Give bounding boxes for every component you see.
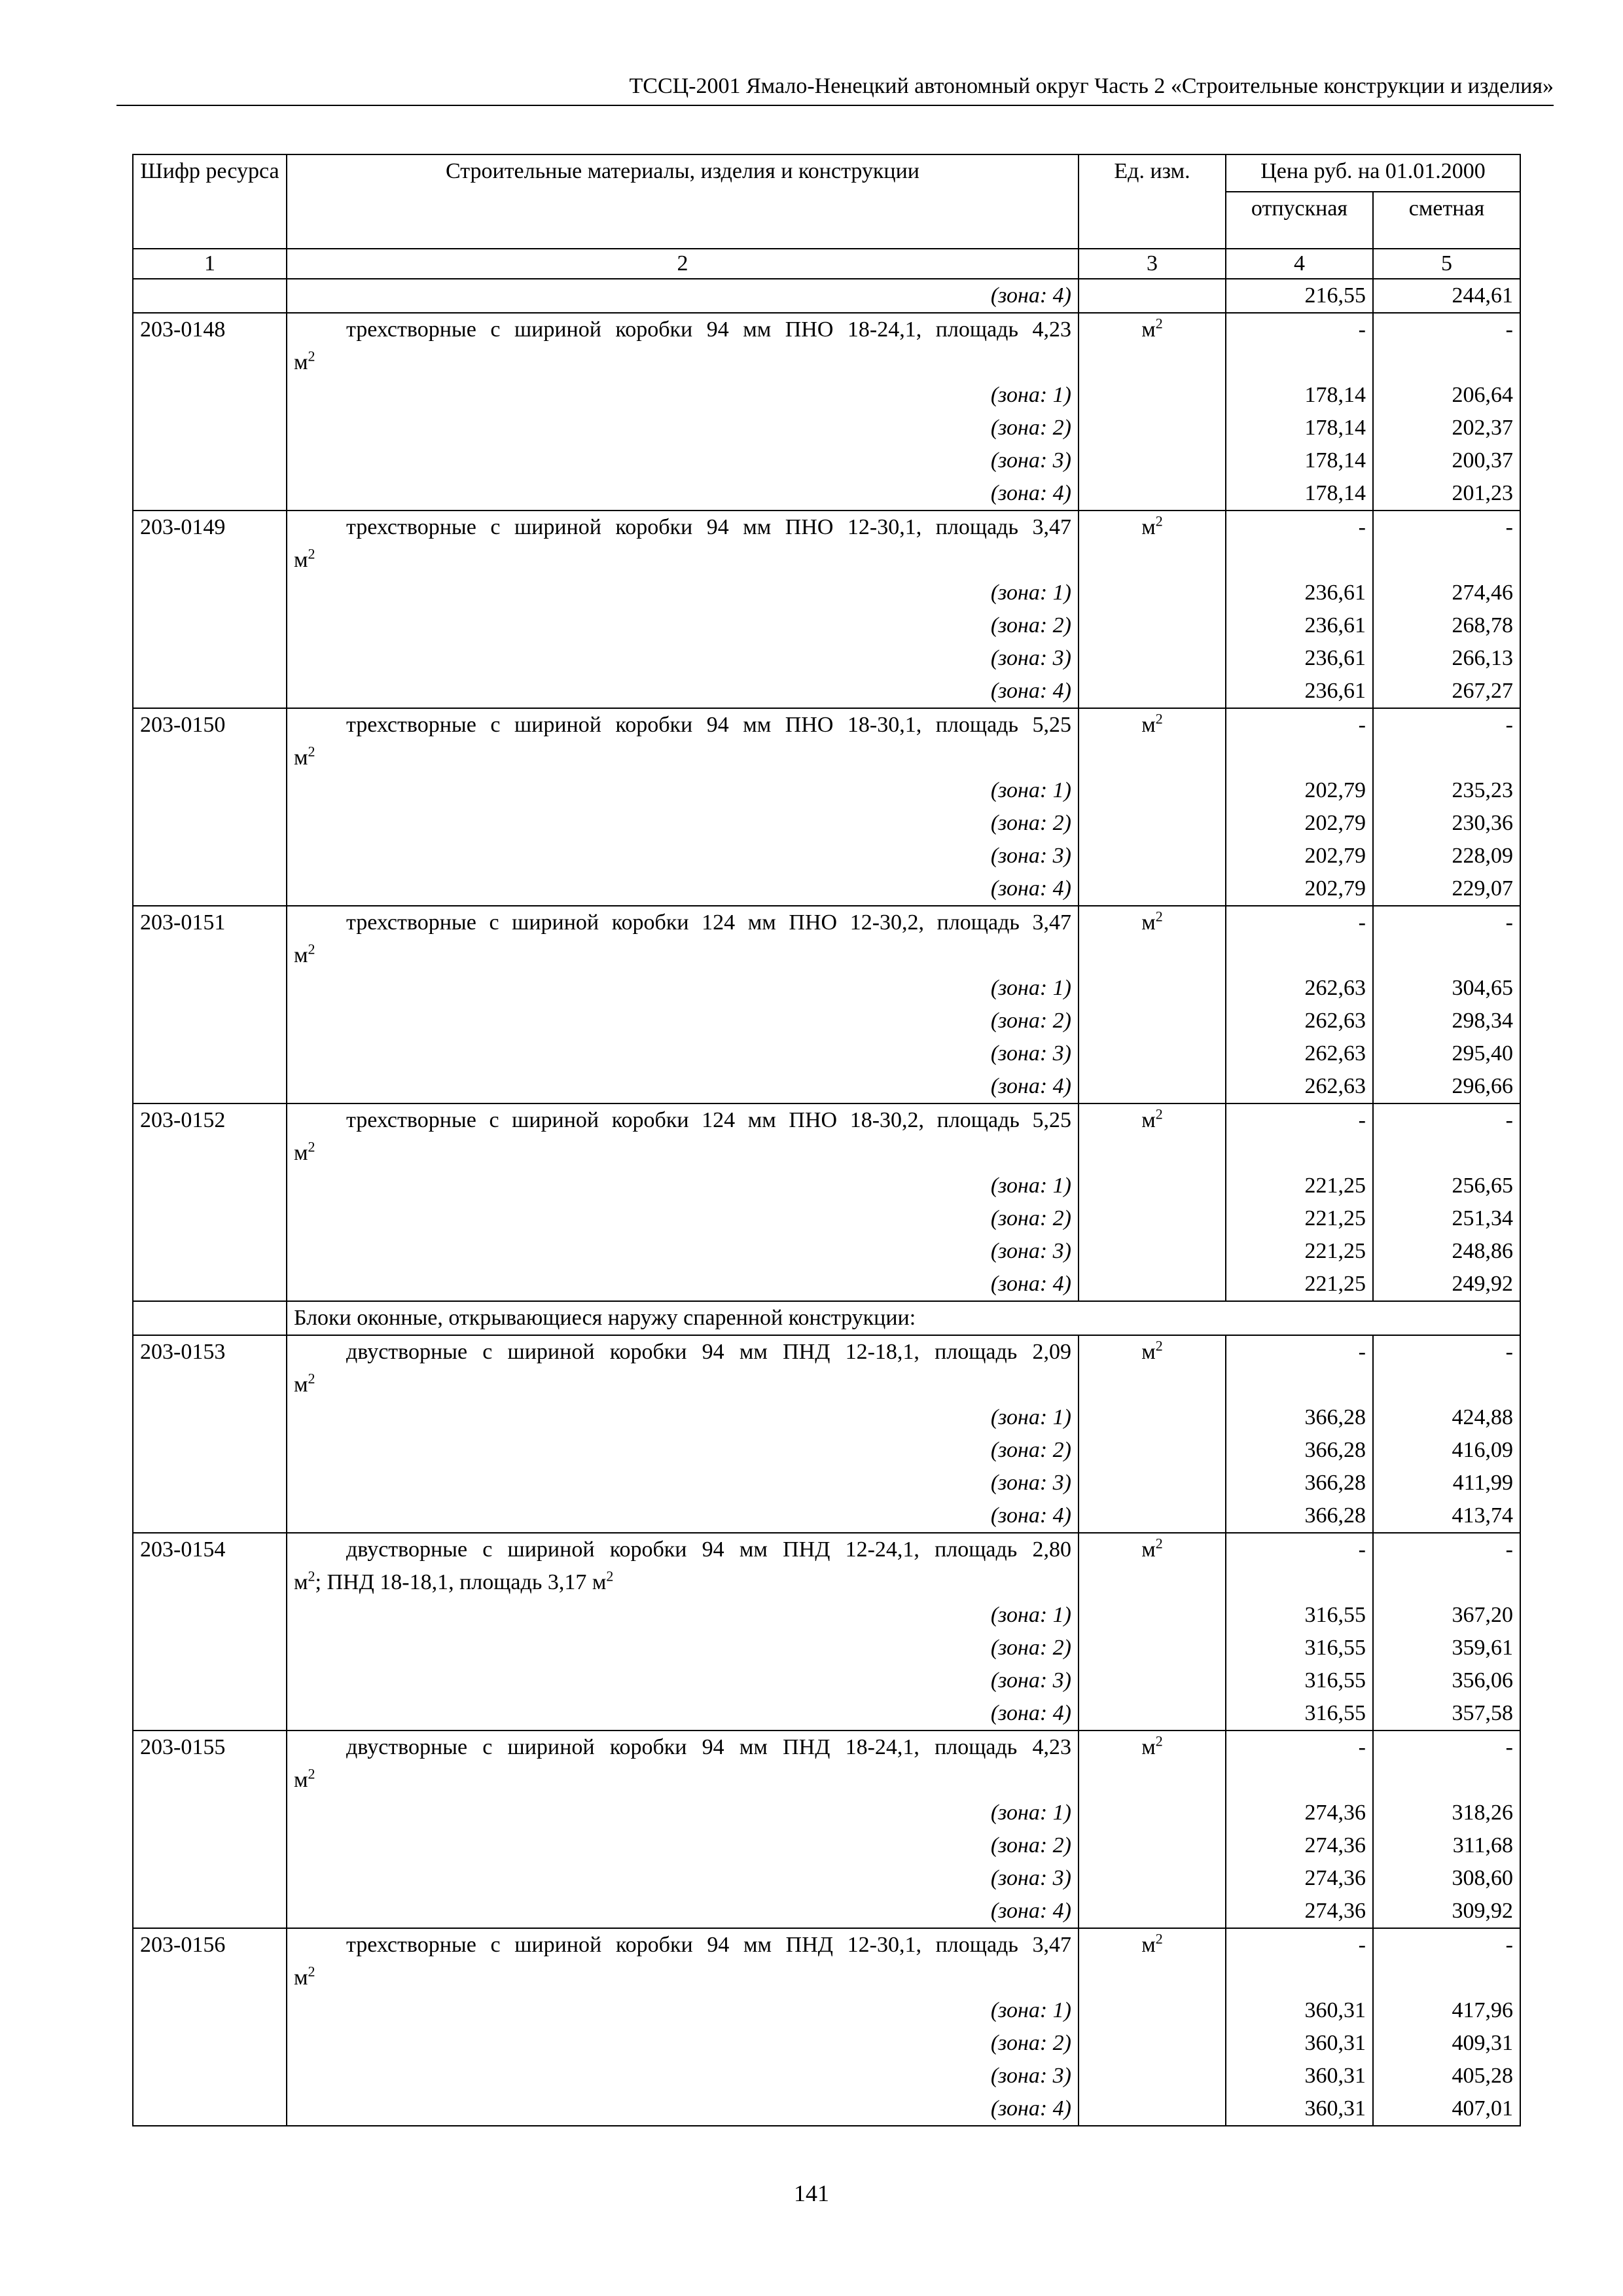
zone-label: (зона: 4) — [287, 1499, 1079, 1533]
name-line-1: трехстворные с шириной коробки 124 мм ПНО 12-30,2, площадь 3,47 — [346, 910, 1071, 935]
unit-text: м — [1141, 1108, 1156, 1132]
release-price: 221,25 — [1226, 1202, 1373, 1235]
zone-row — [133, 1664, 1520, 1697]
release-price-empty: - — [1226, 1103, 1373, 1170]
col-header-price-group: Цена руб. на 01.01.2000 — [1226, 154, 1520, 192]
estimate-price: 274,46 — [1373, 577, 1520, 609]
record-row — [133, 1533, 1520, 1599]
release-price-empty: - — [1226, 1731, 1373, 1797]
estimate-price: 268,78 — [1373, 609, 1520, 642]
estimate-price-empty: - — [1373, 906, 1520, 972]
zone-label: (зона: 3) — [287, 1862, 1079, 1895]
zone-row — [133, 379, 1520, 412]
release-price: 262,63 — [1226, 972, 1373, 1005]
unit-cell — [1079, 511, 1226, 577]
release-price-empty: - — [1226, 1928, 1373, 1994]
zone-row — [133, 2092, 1520, 2126]
name-line-2 — [294, 939, 1071, 972]
release-price: 236,61 — [1226, 609, 1373, 642]
release-price: 262,63 — [1226, 1070, 1373, 1103]
record-row — [133, 1731, 1520, 1797]
resource-code: 203-0153 — [133, 1335, 287, 1401]
zone-row — [133, 2027, 1520, 2060]
estimate-price: 295,40 — [1373, 1037, 1520, 1070]
zone-row — [133, 1170, 1520, 1202]
estimate-price: 357,58 — [1373, 1697, 1520, 1731]
unit-text: м — [1141, 1735, 1156, 1759]
zone-row — [133, 609, 1520, 642]
estimate-price: 206,64 — [1373, 379, 1520, 412]
estimate-price: 230,36 — [1373, 807, 1520, 840]
material-name — [287, 708, 1079, 774]
estimate-price-empty: - — [1373, 1103, 1520, 1170]
estimate-price: 244,61 — [1373, 279, 1520, 313]
unit-text: м — [294, 1570, 308, 1594]
zone-label: (зона: 2) — [287, 1632, 1079, 1664]
zone-row — [133, 1632, 1520, 1664]
zone-label: (зона: 1) — [287, 1599, 1079, 1632]
unit-superscript: 2 — [1155, 1535, 1163, 1552]
release-price: 366,28 — [1226, 1434, 1373, 1467]
zone-label: (зона: 1) — [287, 1170, 1079, 1202]
zone-label: (зона: 2) — [287, 609, 1079, 642]
name-line-2 — [294, 544, 1071, 577]
col-number-1: 1 — [133, 249, 287, 279]
record-row — [133, 708, 1520, 774]
estimate-price: 202,37 — [1373, 412, 1520, 444]
release-price: 236,61 — [1226, 642, 1373, 675]
estimate-price: 318,26 — [1373, 1797, 1520, 1829]
estimate-price: 308,60 — [1373, 1862, 1520, 1895]
estimate-price: 417,96 — [1373, 1994, 1520, 2027]
unit-superscript: 2 — [308, 1963, 315, 1980]
estimate-price: 296,66 — [1373, 1070, 1520, 1103]
record-row — [133, 511, 1520, 577]
release-price: 366,28 — [1226, 1401, 1373, 1434]
zone-label: (зона: 3) — [287, 1664, 1079, 1697]
release-price-empty: - — [1226, 511, 1373, 577]
unit-superscript: 2 — [308, 348, 315, 365]
resource-code: 203-0154 — [133, 1533, 287, 1599]
unit-superscript: 2 — [308, 1138, 315, 1155]
estimate-price: 200,37 — [1373, 444, 1520, 477]
release-price: 178,14 — [1226, 477, 1373, 511]
name-line-2 — [294, 346, 1071, 379]
resource-code: 203-0150 — [133, 708, 287, 774]
unit-cell — [1079, 1533, 1226, 1599]
release-price: 236,61 — [1226, 675, 1373, 708]
resource-code: 203-0149 — [133, 511, 287, 577]
zone-row — [133, 1697, 1520, 1731]
resource-code: 203-0156 — [133, 1928, 287, 1994]
estimate-price: 235,23 — [1373, 774, 1520, 807]
name-line-2 — [294, 1764, 1071, 1797]
release-price: 262,63 — [1226, 1005, 1373, 1037]
zone-label: (зона: 2) — [287, 1202, 1079, 1235]
unit-superscript: 2 — [1155, 1337, 1163, 1354]
estimate-price-empty: - — [1373, 1731, 1520, 1797]
unit-text: м — [294, 1141, 308, 1165]
name-line-2 — [294, 1566, 1071, 1599]
unit-superscript: 2 — [308, 545, 315, 562]
zone-label: (зона: 1) — [287, 1994, 1079, 2027]
unit-text: м — [1141, 713, 1156, 737]
col-header-code: Шифр ресурса — [133, 154, 287, 249]
estimate-price: 367,20 — [1373, 1599, 1520, 1632]
release-price: 202,79 — [1226, 774, 1373, 807]
unit-superscript: 2 — [308, 1765, 315, 1782]
zone-row — [133, 2060, 1520, 2092]
release-price-empty: - — [1226, 313, 1373, 379]
material-name — [287, 1533, 1079, 1599]
name-line-2 — [294, 742, 1071, 774]
zone-label: (зона: 3) — [287, 642, 1079, 675]
zone-label: (зона: 4) — [287, 675, 1079, 708]
unit-cell — [1079, 906, 1226, 972]
unit-superscript: 2 — [308, 1568, 315, 1585]
estimate-price: 304,65 — [1373, 972, 1520, 1005]
zone-label: (зона: 3) — [287, 840, 1079, 872]
unit-text: м — [294, 1768, 308, 1792]
unit-superscript: 2 — [606, 1568, 614, 1585]
zone-row — [133, 1037, 1520, 1070]
release-price: 366,28 — [1226, 1467, 1373, 1499]
release-price: 316,55 — [1226, 1632, 1373, 1664]
estimate-price: 405,28 — [1373, 2060, 1520, 2092]
estimate-price: 266,13 — [1373, 642, 1520, 675]
unit-text: м — [294, 1372, 308, 1397]
unit-text: м — [1141, 1340, 1156, 1364]
zone-row — [133, 477, 1520, 511]
estimate-price: 249,92 — [1373, 1268, 1520, 1301]
unit-cell — [1079, 1103, 1226, 1170]
zone-label: (зона: 4) — [287, 279, 1079, 313]
unit-cell — [1079, 1335, 1226, 1401]
material-name — [287, 313, 1079, 379]
release-price: 178,14 — [1226, 444, 1373, 477]
release-price: 178,14 — [1226, 412, 1373, 444]
estimate-price-empty: - — [1373, 313, 1520, 379]
release-price: 216,55 — [1226, 279, 1373, 313]
estimate-price-empty: - — [1373, 1928, 1520, 1994]
unit-superscript: 2 — [1155, 1105, 1163, 1122]
zone-row — [133, 840, 1520, 872]
header-rule — [116, 105, 1554, 106]
col-header-release: отпускная — [1226, 192, 1373, 249]
release-price: 221,25 — [1226, 1268, 1373, 1301]
estimate-price: 251,34 — [1373, 1202, 1520, 1235]
group-row — [133, 1301, 1520, 1335]
zone-label: (зона: 1) — [287, 577, 1079, 609]
unit-superscript: 2 — [1155, 1930, 1163, 1947]
unit-text: м — [294, 943, 308, 967]
unit-text: м — [294, 548, 308, 572]
unit-text: м — [1141, 317, 1156, 342]
release-price: 178,14 — [1226, 379, 1373, 412]
zone-row — [133, 1434, 1520, 1467]
estimate-price: 411,99 — [1373, 1467, 1520, 1499]
col-header-name: Строительные материалы, изделия и конструкции — [287, 154, 1079, 249]
zone-label: (зона: 4) — [287, 1895, 1079, 1928]
estimate-price: 309,92 — [1373, 1895, 1520, 1928]
estimate-price: 416,09 — [1373, 1434, 1520, 1467]
release-price: 221,25 — [1226, 1170, 1373, 1202]
estimate-price-empty: - — [1373, 511, 1520, 577]
name-line-1: двустворные с шириной коробки 94 мм ПНД 18-24,1, площадь 4,23 — [346, 1735, 1071, 1759]
estimate-price: 409,31 — [1373, 2027, 1520, 2060]
zone-row — [133, 1467, 1520, 1499]
material-name — [287, 511, 1079, 577]
unit-text: м — [1141, 515, 1156, 539]
zone-row — [133, 642, 1520, 675]
name-line-2 — [294, 1137, 1071, 1170]
material-name — [287, 1928, 1079, 1994]
record-row — [133, 313, 1520, 379]
zone-row — [133, 1797, 1520, 1829]
zone-row — [133, 1005, 1520, 1037]
unit-cell — [1079, 1731, 1226, 1797]
record-row — [133, 1335, 1520, 1401]
zone-row — [133, 1994, 1520, 2027]
unit-superscript: 2 — [1155, 315, 1163, 332]
material-name — [287, 1335, 1079, 1401]
release-price: 316,55 — [1226, 1664, 1373, 1697]
unit-text: м — [294, 350, 308, 374]
name-line-1: двустворные с шириной коробки 94 мм ПНД 12-18,1, площадь 2,09 — [346, 1340, 1071, 1364]
zone-label: (зона: 1) — [287, 379, 1079, 412]
zone-label: (зона: 4) — [287, 872, 1079, 906]
release-price: 236,61 — [1226, 577, 1373, 609]
zone-label: (зона: 3) — [287, 444, 1079, 477]
name-line-1: трехстворные с шириной коробки 94 мм ПНД 12-30,1, площадь 3,47 — [346, 1933, 1071, 1957]
release-price: 274,36 — [1226, 1895, 1373, 1928]
zone-label: (зона: 1) — [287, 972, 1079, 1005]
zone-row — [133, 872, 1520, 906]
estimate-price: 229,07 — [1373, 872, 1520, 906]
unit-text: м — [1141, 1537, 1156, 1562]
release-price: 202,79 — [1226, 840, 1373, 872]
zone-row — [133, 1862, 1520, 1895]
release-price-empty: - — [1226, 1335, 1373, 1401]
estimate-price-empty: - — [1373, 1335, 1520, 1401]
unit-superscript: 2 — [308, 743, 315, 760]
record-row — [133, 1103, 1520, 1170]
release-price: 360,31 — [1226, 2027, 1373, 2060]
release-price: 360,31 — [1226, 2092, 1373, 2126]
name-line-1: трехстворные с шириной коробки 94 мм ПНО 12-30,1, площадь 3,47 — [346, 515, 1071, 539]
col-number-2: 2 — [287, 249, 1079, 279]
zone-label: (зона: 4) — [287, 1697, 1079, 1731]
zone-label: (зона: 1) — [287, 1401, 1079, 1434]
unit-superscript: 2 — [1155, 512, 1163, 529]
unit-text: м — [1141, 1933, 1156, 1957]
zone-row — [133, 1401, 1520, 1434]
zone-row — [133, 444, 1520, 477]
unit-text: м — [1141, 910, 1156, 935]
zone-label: (зона: 2) — [287, 412, 1079, 444]
resource-code: 203-0148 — [133, 313, 287, 379]
zone-row — [133, 1499, 1520, 1533]
release-price: 262,63 — [1226, 1037, 1373, 1070]
zone-row — [133, 1235, 1520, 1268]
release-price: 202,79 — [1226, 872, 1373, 906]
col-header-estimate: сметная — [1373, 192, 1520, 249]
estimate-price: 407,01 — [1373, 2092, 1520, 2126]
material-name — [287, 906, 1079, 972]
unit-cell — [1079, 313, 1226, 379]
zone-row — [133, 1895, 1520, 1928]
release-price: 316,55 — [1226, 1697, 1373, 1731]
zone-label: (зона: 4) — [287, 477, 1079, 511]
unit-cell — [1079, 1928, 1226, 1994]
zone-row — [133, 1202, 1520, 1235]
zone-label: (зона: 2) — [287, 2027, 1079, 2060]
name-line-1: трехстворные с шириной коробки 124 мм ПНО 18-30,2, площадь 5,25 — [346, 1108, 1071, 1132]
name-line-2-rest: ; ПНД 18-18,1, площадь 3,17 м — [315, 1570, 607, 1594]
col-number-3: 3 — [1079, 249, 1226, 279]
release-price: 274,36 — [1226, 1862, 1373, 1895]
estimate-price: 201,23 — [1373, 477, 1520, 511]
release-price-empty: - — [1226, 708, 1373, 774]
release-price: 360,31 — [1226, 2060, 1373, 2092]
record-row — [133, 1928, 1520, 1994]
estimate-price: 256,65 — [1373, 1170, 1520, 1202]
col-header-unit: Ед. изм. — [1079, 154, 1226, 249]
zone-row — [133, 1829, 1520, 1862]
zone-label: (зона: 3) — [287, 2060, 1079, 2092]
col-number-4: 4 — [1226, 249, 1373, 279]
release-price: 360,31 — [1226, 1994, 1373, 2027]
price-table — [132, 154, 1521, 2126]
page-number: 141 — [794, 2180, 829, 2206]
zone-row — [133, 577, 1520, 609]
zone-label: (зона: 4) — [287, 2092, 1079, 2126]
unit-superscript: 2 — [1155, 908, 1163, 925]
resource-code: 203-0155 — [133, 1731, 287, 1797]
name-line-1: трехстворные с шириной коробки 94 мм ПНО 18-24,1, площадь 4,23 — [346, 317, 1071, 342]
estimate-price: 356,06 — [1373, 1664, 1520, 1697]
unit-text: м — [294, 1965, 308, 1990]
name-line-2 — [294, 1369, 1071, 1401]
estimate-price: 413,74 — [1373, 1499, 1520, 1533]
release-price: 274,36 — [1226, 1829, 1373, 1862]
unit-cell — [1079, 708, 1226, 774]
zone-label: (зона: 1) — [287, 774, 1079, 807]
zone-label: (зона: 2) — [287, 1434, 1079, 1467]
zone-label: (зона: 4) — [287, 1070, 1079, 1103]
estimate-price: 311,68 — [1373, 1829, 1520, 1862]
zone-row — [133, 972, 1520, 1005]
table-body — [133, 279, 1520, 2126]
release-price: 366,28 — [1226, 1499, 1373, 1533]
release-price: 202,79 — [1226, 807, 1373, 840]
estimate-price-empty: - — [1373, 1533, 1520, 1599]
release-price-empty: - — [1226, 1533, 1373, 1599]
zone-row — [133, 1599, 1520, 1632]
unit-superscript: 2 — [1155, 1732, 1163, 1749]
zone-label: (зона: 1) — [287, 1797, 1079, 1829]
zone-row — [133, 774, 1520, 807]
page-header: ТССЦ-2001 Ямало-Ненецкий автономный округ Часть 2 «Строительные конструкции и изделия» — [629, 74, 1554, 98]
unit-superscript: 2 — [308, 941, 315, 958]
release-price: 316,55 — [1226, 1599, 1373, 1632]
zone-label: (зона: 4) — [287, 1268, 1079, 1301]
zone-row — [133, 807, 1520, 840]
name-line-2 — [294, 1962, 1071, 1994]
zone-label: (зона: 3) — [287, 1467, 1079, 1499]
material-name — [287, 1103, 1079, 1170]
estimate-price: 424,88 — [1373, 1401, 1520, 1434]
unit-superscript: 2 — [308, 1370, 315, 1387]
zone-label: (зона: 2) — [287, 1829, 1079, 1862]
name-line-1: трехстворные с шириной коробки 94 мм ПНО 18-30,1, площадь 5,25 — [346, 713, 1071, 737]
estimate-price: 359,61 — [1373, 1632, 1520, 1664]
resource-code: 203-0152 — [133, 1103, 287, 1170]
col-number-5: 5 — [1373, 249, 1520, 279]
zone-row — [133, 412, 1520, 444]
release-price: 274,36 — [1226, 1797, 1373, 1829]
resource-code: 203-0151 — [133, 906, 287, 972]
unit-superscript: 2 — [1155, 710, 1163, 727]
zone-label: (зона: 3) — [287, 1235, 1079, 1268]
material-name — [287, 1731, 1079, 1797]
release-price-empty: - — [1226, 906, 1373, 972]
group-title: Блоки оконные, открывающиеся наружу спаренной конструкции: — [287, 1301, 1520, 1335]
zone-row — [133, 1070, 1520, 1103]
estimate-price: 267,27 — [1373, 675, 1520, 708]
estimate-price: 298,34 — [1373, 1005, 1520, 1037]
release-price: 221,25 — [1226, 1235, 1373, 1268]
estimate-price: 228,09 — [1373, 840, 1520, 872]
zone-label: (зона: 3) — [287, 1037, 1079, 1070]
zone-label: (зона: 2) — [287, 807, 1079, 840]
estimate-price-empty: - — [1373, 708, 1520, 774]
record-row — [133, 906, 1520, 972]
carry-row — [133, 279, 1520, 313]
zone-row — [133, 1268, 1520, 1301]
zone-row — [133, 675, 1520, 708]
zone-label: (зона: 2) — [287, 1005, 1079, 1037]
unit-text: м — [294, 745, 308, 770]
name-line-1: двустворные с шириной коробки 94 мм ПНД 12-24,1, площадь 2,80 — [346, 1537, 1071, 1562]
estimate-price: 248,86 — [1373, 1235, 1520, 1268]
